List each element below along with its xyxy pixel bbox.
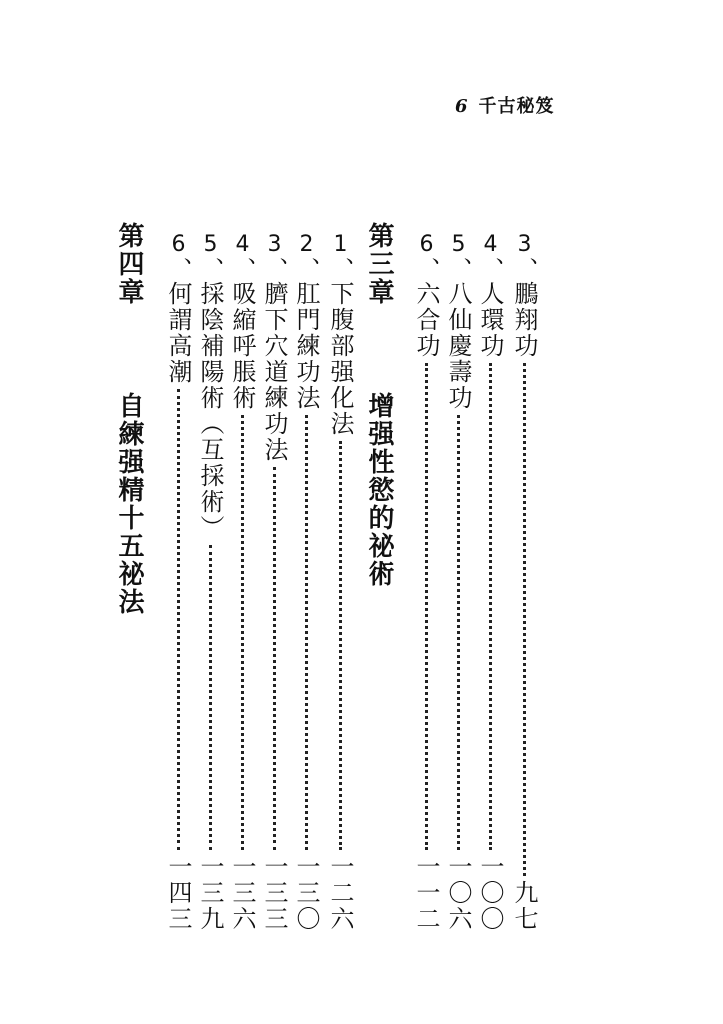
entry-separator: 、	[196, 257, 224, 281]
entry-number: 5	[198, 232, 223, 257]
entry-page: 一〇〇	[476, 854, 504, 932]
entry-number: 4	[230, 232, 255, 257]
dot-leader	[177, 389, 180, 850]
entry-page: 一三九	[196, 854, 224, 932]
entry-page: 一三三	[260, 854, 288, 932]
entry-page: 一三六	[228, 854, 256, 932]
entry-separator: 、	[510, 257, 538, 281]
chapter-label: 第三章	[364, 222, 394, 306]
page-number: 6	[455, 96, 469, 117]
entry-title: 肛門練功法	[292, 281, 320, 411]
entry-number: 3	[512, 232, 537, 257]
entry-title: 六合功	[412, 281, 440, 359]
entry-title: 臍下穴道練功法	[260, 281, 288, 463]
entry-number: 5	[446, 232, 471, 257]
entry-separator: 、	[260, 257, 288, 281]
chapter-heading[interactable]	[366, 222, 392, 588]
entry-number: 3	[262, 232, 287, 257]
toc-entry[interactable]	[478, 232, 502, 932]
entry-page: 一二六	[326, 854, 354, 932]
entry-page: 一一二	[412, 854, 440, 932]
toc-entry[interactable]	[166, 232, 190, 932]
entry-title: 鵬翔功	[510, 281, 538, 359]
dot-leader	[273, 467, 276, 850]
dot-leader	[305, 415, 308, 850]
book-title: 千古秘笈	[478, 96, 555, 117]
entry-page: 九七	[510, 880, 538, 932]
dot-leader	[209, 545, 212, 850]
entry-number: 4	[478, 232, 503, 257]
entry-separator: 、	[292, 257, 320, 281]
dot-leader	[339, 441, 342, 850]
entry-page: 一〇六	[444, 854, 472, 932]
chapter-title: 自練强精十五祕法	[114, 392, 144, 616]
entry-page: 一三〇	[292, 854, 320, 932]
toc-entry[interactable]	[198, 232, 222, 932]
entry-separator: 、	[476, 257, 504, 281]
dot-leader	[425, 363, 428, 850]
dot-leader	[523, 363, 526, 876]
chapter-label: 第四章	[114, 222, 144, 306]
toc-entry[interactable]	[328, 232, 352, 932]
dot-leader	[457, 415, 460, 850]
entry-title: 採陰補陽術（互採術）	[196, 281, 224, 541]
toc-entry[interactable]	[262, 232, 286, 932]
entry-number: 1	[328, 232, 353, 257]
toc-entry[interactable]	[294, 232, 318, 932]
entry-separator: 、	[228, 257, 256, 281]
entry-number: 6	[166, 232, 191, 257]
entry-title: 八仙慶壽功	[444, 281, 472, 411]
entry-number: 6	[414, 232, 439, 257]
entry-title: 何謂高潮	[164, 281, 192, 385]
entry-title: 人環功	[476, 281, 504, 359]
toc-entry[interactable]	[414, 232, 438, 932]
entry-title: 吸縮呼脹術	[228, 281, 256, 411]
entry-separator: 、	[326, 257, 354, 281]
chapter-title: 增强性慾的祕術	[364, 392, 394, 588]
dot-leader	[241, 415, 244, 850]
toc-entry[interactable]	[512, 232, 536, 932]
entry-title: 下腹部强化法	[326, 281, 354, 437]
entry-separator: 、	[164, 257, 192, 281]
entry-number: 2	[294, 232, 319, 257]
toc-entry[interactable]	[446, 232, 470, 932]
running-head	[455, 92, 555, 118]
toc-entry[interactable]	[230, 232, 254, 932]
dot-leader	[489, 363, 492, 850]
entry-separator: 、	[444, 257, 472, 281]
entry-separator: 、	[412, 257, 440, 281]
chapter-heading[interactable]	[116, 222, 142, 616]
entry-page: 一四三	[164, 854, 192, 932]
